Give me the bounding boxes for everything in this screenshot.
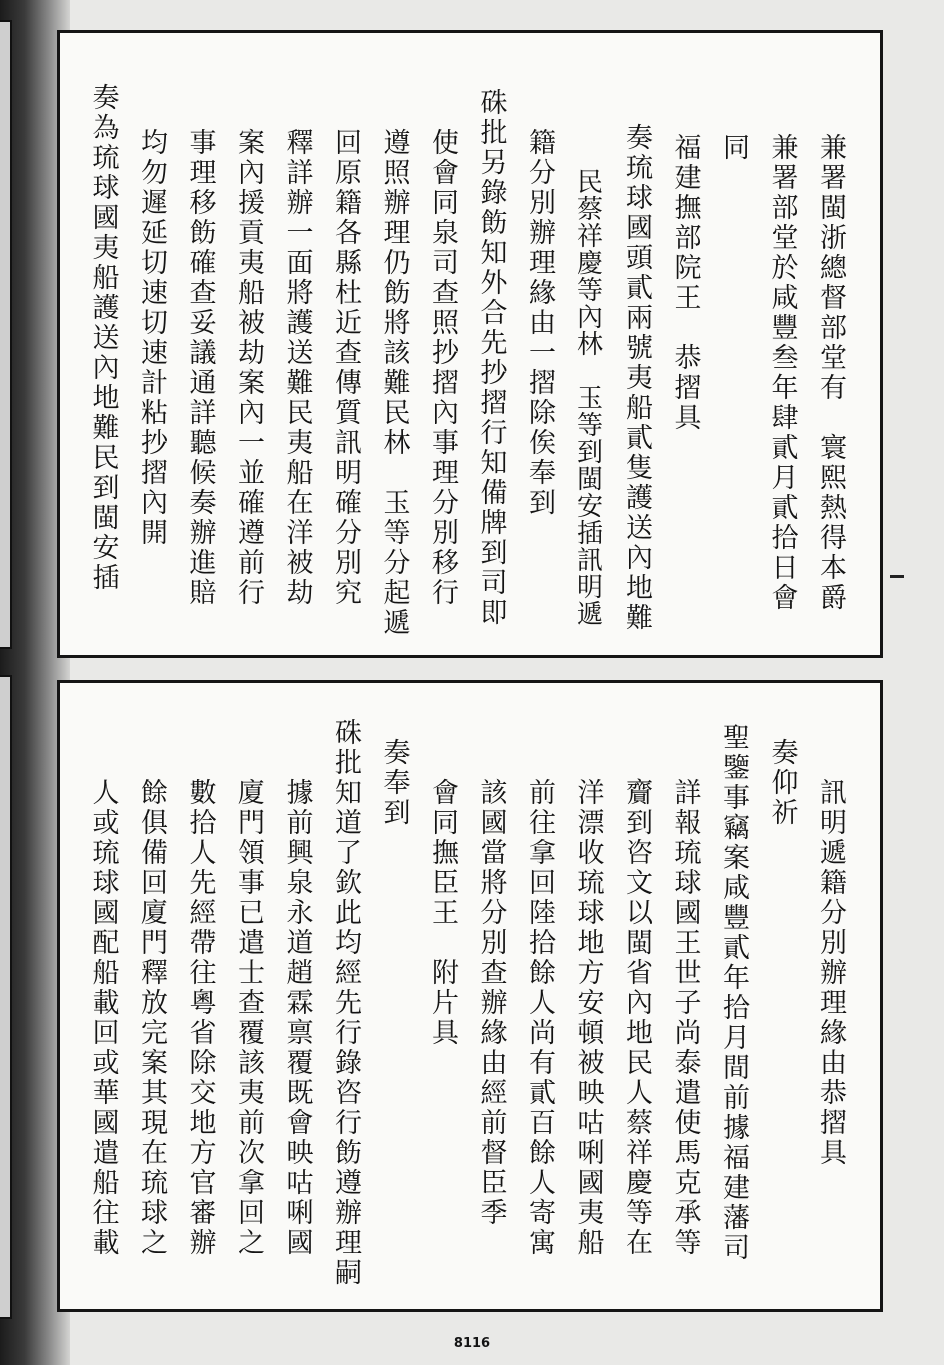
page-number: 8116 xyxy=(453,1336,491,1351)
text-column: 該國當將分別查辦緣由經前督臣季 xyxy=(475,778,507,1228)
text-column: 前往拿回陸拾餘人尚有貳百餘人寄寓 xyxy=(524,778,555,1258)
text-column: 回原籍各縣杜近查傳質訊明確分別究 xyxy=(330,128,361,608)
text-column: 聖鑒事竊案咸豐貳年拾月間前據福建藩司 xyxy=(718,723,749,1263)
text-column: 齎到咨文以閩省內地民人蔡祥慶等在 xyxy=(621,778,652,1258)
bottom-manuscript-panel xyxy=(57,680,883,1312)
text-column: 籍分別辦理緣由一摺除俟奉到 xyxy=(524,128,555,518)
binding-mark xyxy=(0,675,12,1319)
text-column: 釋詳辦一面將護送難民夷船在洋被劫 xyxy=(281,128,313,608)
text-column: 民蔡祥慶等內林 玉等到閩安插訊明遞 xyxy=(572,168,603,627)
text-column: 據前興泉永道趙霖禀覆既會映咕唎國 xyxy=(281,778,313,1258)
text-column: 訊明遞籍分別辦理緣由恭摺具 xyxy=(815,778,846,1168)
text-column: 使會同泉司查照抄摺內事理分別移行 xyxy=(427,128,458,608)
text-column: 人或琉球國配船載回或華國遣船往載 xyxy=(87,778,119,1258)
text-column: 奏琉球國頭貳兩號夷船貳隻護送內地難 xyxy=(621,123,652,633)
top-manuscript-panel xyxy=(57,30,883,658)
text-column: 兼署閩浙總督部堂有 寰熙熱得本爵 xyxy=(815,133,846,613)
text-column: 廈門領事已遣士查覆該夷前次拿回之 xyxy=(233,778,264,1258)
text-column: 奏奉到 xyxy=(378,738,410,828)
text-column: 均勿遲延切速切速計粘抄摺內開 xyxy=(136,128,167,548)
binding-mark xyxy=(0,20,12,649)
text-column: 奏仰祈 xyxy=(766,738,798,828)
text-column: 硃批另錄飭知外合先抄摺行知備牌到司即 xyxy=(475,88,507,628)
text-column: 福建撫部院王 恭摺具 xyxy=(669,133,701,433)
text-column: 同 xyxy=(718,133,749,163)
text-column: 兼署部堂於咸豐叁年肆貳月貳拾日會 xyxy=(766,133,798,613)
text-column: 會同撫臣王 附片具 xyxy=(427,778,458,1048)
top-text-columns xyxy=(60,33,880,655)
text-column: 硃批知道了欽此均經先行錄咨行飭遵辦理嗣 xyxy=(330,718,361,1288)
bottom-text-columns xyxy=(60,683,880,1309)
margin-mark xyxy=(890,575,904,578)
text-column: 數拾人先經帶往粵省除交地方官審辦 xyxy=(184,778,216,1258)
text-column: 案內援貢夷船被劫案內一並確遵前行 xyxy=(233,128,264,608)
text-column: 事理移飭確查妥議通詳聽候奏辦進賠 xyxy=(184,128,216,608)
text-column: 詳報琉球國王世子尚泰遣使馬克承等 xyxy=(669,778,701,1258)
text-column: 遵照辦理仍飭將該難民林 玉等分起遞 xyxy=(378,128,410,638)
text-column: 洋漂收琉球地方安頓被映咕唎國夷船 xyxy=(572,778,604,1258)
text-column: 餘俱備回廈門釋放完案其現在琉球之 xyxy=(136,778,167,1258)
text-column: 奏為琉球國夷船護送內地難民到閩安插 xyxy=(87,83,119,593)
